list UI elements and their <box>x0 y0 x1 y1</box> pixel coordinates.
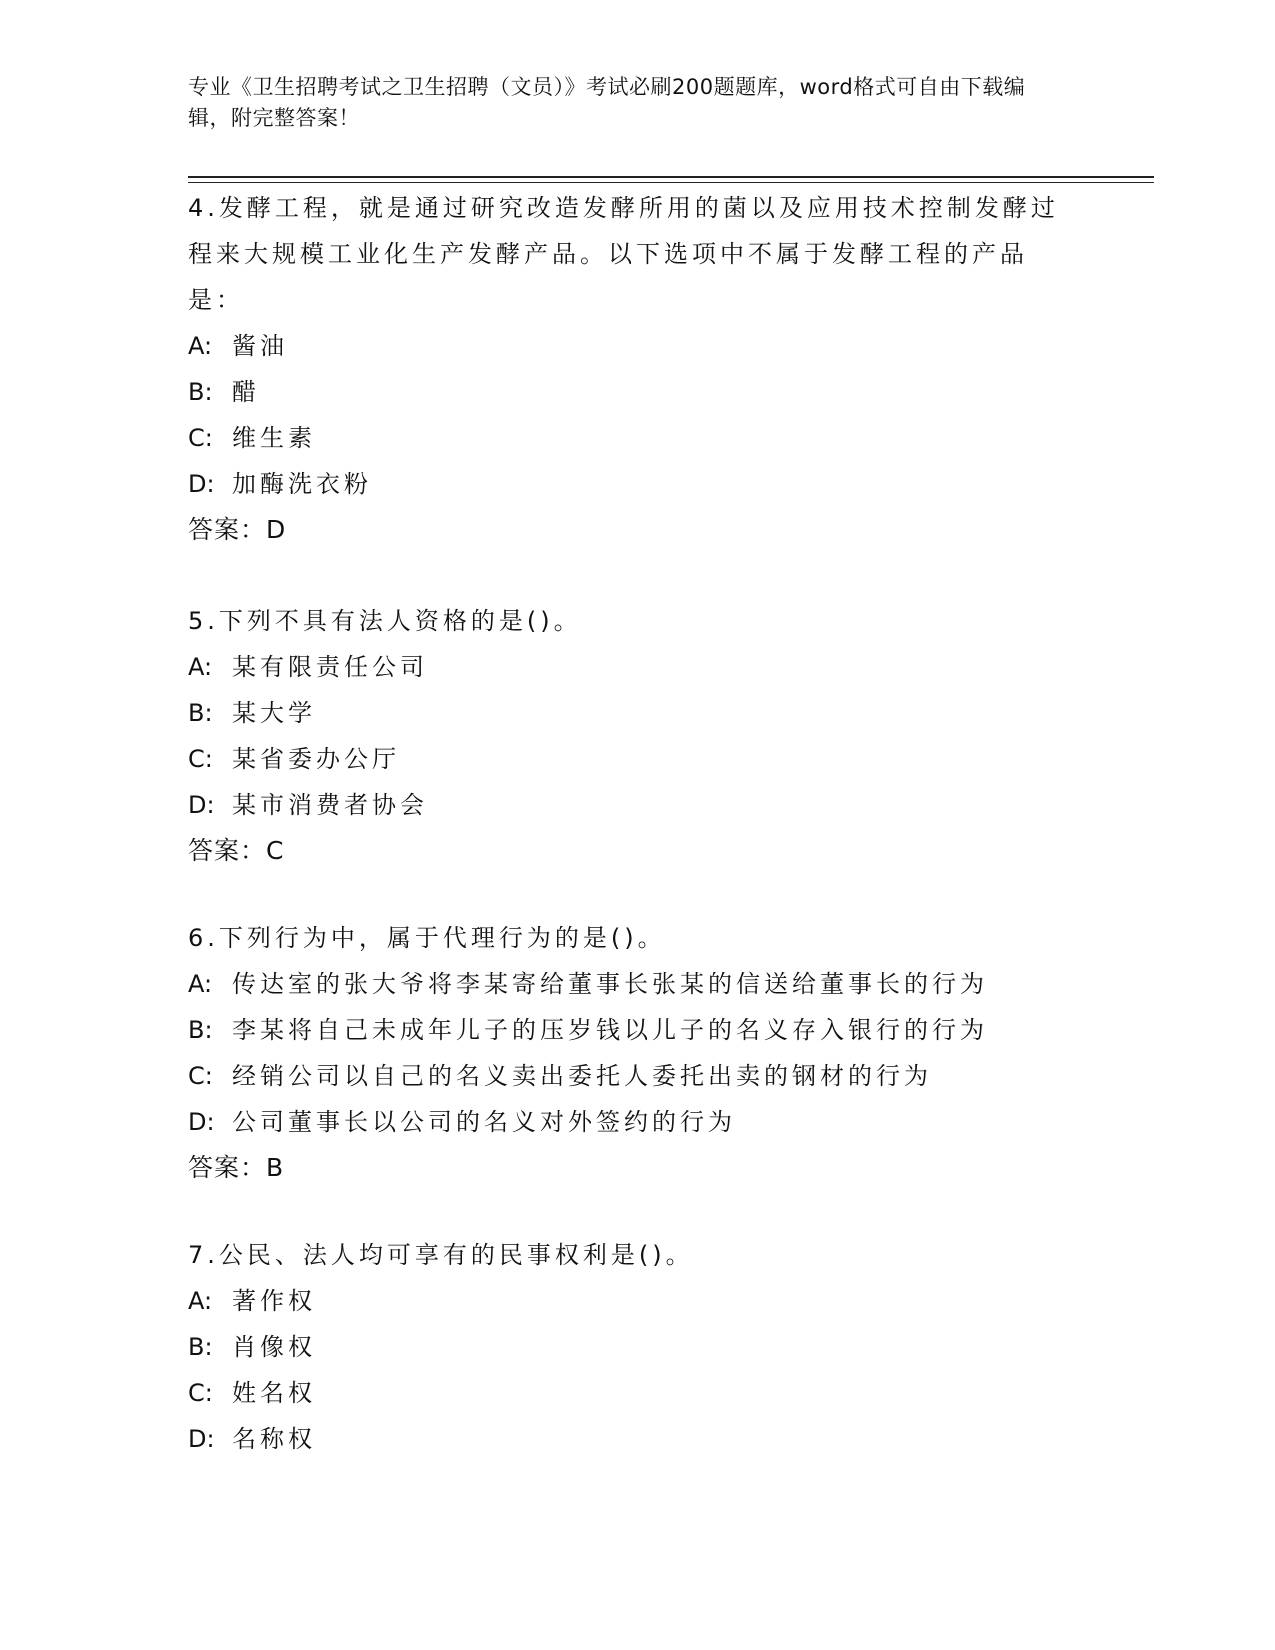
option-text: 某市消费者协会 <box>232 791 428 819</box>
option-a <box>188 961 1068 1007</box>
option-c <box>188 736 1068 782</box>
option-text: 某省委办公厅 <box>232 745 400 773</box>
option-text: 姓名权 <box>232 1379 316 1407</box>
option-c <box>188 1053 1068 1099</box>
answer: 答案：D <box>188 515 287 544</box>
option-d <box>188 782 1068 828</box>
option-text: 维生素 <box>232 424 316 452</box>
option-c <box>188 415 1068 461</box>
option-letter: B: <box>188 699 213 727</box>
option-letter: B: <box>188 1016 213 1044</box>
option-text: 公司董事长以公司的名义对外签约的行为 <box>232 1108 736 1136</box>
option-text: 酱油 <box>232 332 288 360</box>
option-letter: D: <box>188 470 215 498</box>
option-d <box>188 461 1068 507</box>
option-d <box>188 1099 1068 1145</box>
option-letter: A: <box>188 653 213 681</box>
question-6 <box>188 915 1068 1191</box>
option-b <box>188 369 1068 415</box>
option-letter: C: <box>188 1062 213 1090</box>
question-5 <box>188 598 1068 874</box>
option-letter: B: <box>188 378 213 406</box>
option-b <box>188 1007 1068 1053</box>
option-text: 加酶洗衣粉 <box>232 470 372 498</box>
option-letter: C: <box>188 745 213 773</box>
option-b <box>188 690 1068 736</box>
option-d <box>188 1416 1068 1462</box>
option-letter: C: <box>188 424 213 452</box>
option-letter: B: <box>188 1333 213 1361</box>
question-stem: 7.公民、法人均可享有的民事权利是()。 <box>188 1241 694 1269</box>
option-letter: A: <box>188 332 213 360</box>
header-divider-thick <box>188 176 1154 178</box>
answer: 答案：C <box>188 836 285 865</box>
option-text: 著作权 <box>232 1287 316 1315</box>
question-stem: 6.下列行为中，属于代理行为的是()。 <box>188 924 666 952</box>
option-letter: A: <box>188 970 213 998</box>
option-a <box>188 644 1068 690</box>
question-stem: 4.发酵工程，就是通过研究改造发酵所用的菌以及应用技术控制发酵过程来大规模工业化生产发酵产品。以下选项中不属于发酵工程的产品是： <box>188 194 1059 314</box>
option-a <box>188 323 1068 369</box>
question-4 <box>188 185 1068 553</box>
option-text: 肖像权 <box>232 1333 316 1361</box>
option-c <box>188 1370 1068 1416</box>
question-7 <box>188 1232 1068 1462</box>
header-divider-thin <box>188 182 1154 183</box>
option-letter: D: <box>188 791 215 819</box>
option-text: 某大学 <box>232 699 316 727</box>
option-text: 经销公司以自己的名义卖出委托人委托出卖的钢材的行为 <box>232 1062 932 1090</box>
option-b <box>188 1324 1068 1370</box>
option-text: 传达室的张大爷将李某寄给董事长张某的信送给董事长的行为 <box>232 970 988 998</box>
option-letter: C: <box>188 1379 213 1407</box>
option-text: 李某将自己未成年儿子的压岁钱以儿子的名义存入银行的行为 <box>232 1016 988 1044</box>
option-letter: D: <box>188 1108 215 1136</box>
answer: 答案：B <box>188 1153 285 1182</box>
option-text: 醋 <box>232 378 260 406</box>
option-text: 名称权 <box>232 1425 316 1453</box>
option-letter: A: <box>188 1287 213 1315</box>
document-header: 专业《卫生招聘考试之卫生招聘（文员）》考试必刷200题题库，word格式可自由下载编辑，附完整答案！ <box>188 75 1026 130</box>
option-text: 某有限责任公司 <box>232 653 428 681</box>
option-a <box>188 1278 1068 1324</box>
option-letter: D: <box>188 1425 215 1453</box>
question-stem: 5.下列不具有法人资格的是()。 <box>188 607 582 635</box>
